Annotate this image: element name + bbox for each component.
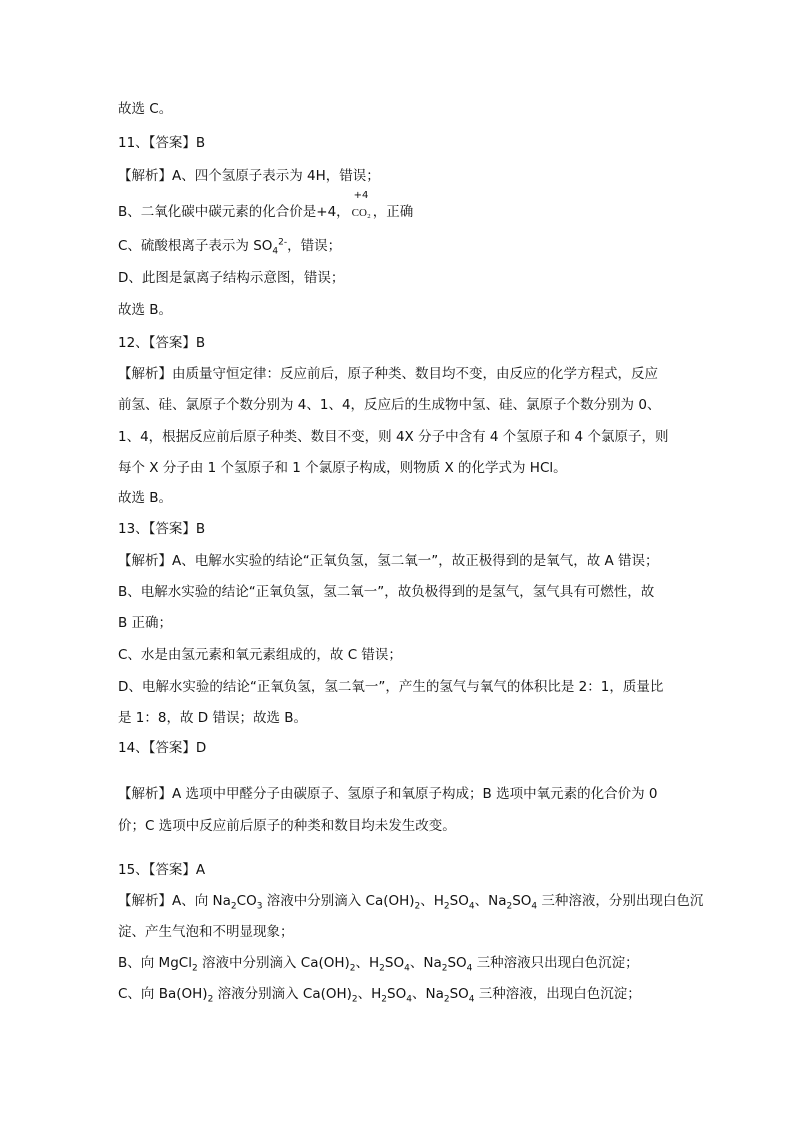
text-line: 前氢、硅、氯原子个数分别为 4、1、4，反应后的生成物中氢、硅、氯原子个数分别为 0、 <box>118 397 661 413</box>
text-segment: 三种溶液只出现白色沉淀； <box>472 955 639 971</box>
text-segment: SO <box>449 986 469 1002</box>
text-line <box>118 891 703 911</box>
answer-heading-11: 11、【答案】B <box>118 135 206 151</box>
text-line: 故选 C。 <box>118 101 173 117</box>
subscript: 2 <box>207 994 214 1005</box>
text-line: 【解析】由质量守恒定律：反应前后，原子种类、数目均不变，由反应的化学方程式，反应 <box>118 366 658 382</box>
text-line: B、电解水实验的结论“正氧负氢，氢二氧一”，故负极得到的是氢气，氢气具有可燃性，故 <box>118 584 655 600</box>
text-segment: 、H <box>420 893 444 909</box>
text-segment: SO <box>384 955 405 971</box>
text-segment: 、H <box>357 986 382 1002</box>
text-segment: 【解析】A、向 Na <box>118 893 231 909</box>
subscript: 2 <box>506 901 513 912</box>
text-segment: 、H <box>355 955 380 971</box>
text-line <box>118 984 641 1004</box>
text-line: 是 1：8，故 D 错误；故选 B。 <box>118 710 307 726</box>
subscript: 2 <box>230 901 237 912</box>
subscript: 4 <box>466 963 473 974</box>
subscript: 2 <box>379 963 385 974</box>
subscript: 2 <box>441 963 448 974</box>
text-segment: SO <box>512 893 532 909</box>
subscript: 2 <box>351 994 358 1005</box>
text-line: 淀、产生气泡和不明显现象； <box>118 924 294 940</box>
subscript: 4 <box>406 994 412 1005</box>
superscript: 2- <box>278 237 288 248</box>
text-line: 价；C 选项中反应前后原子的种类和数目均未发生改变。 <box>118 818 456 834</box>
text-segment: CO <box>236 893 257 909</box>
subscript: 2 <box>443 901 450 912</box>
valence-label: +4 <box>353 190 369 201</box>
text-segment: 三种溶液，出现白色沉淀； <box>474 986 641 1002</box>
text-segment: 溶液中分别滴入 Ca(OH) <box>262 893 415 909</box>
text-segment: B、向 MgCl <box>118 955 192 971</box>
text-segment: 三种溶液，分别出现白色沉 <box>537 893 704 909</box>
valence-formula <box>351 190 371 223</box>
subscript: 2 <box>191 963 198 974</box>
text-segment: SO <box>387 986 407 1002</box>
text-line: 【解析】A、电解水实验的结论“正氧负氢，氢二氧一”，故正极得到的是氧气，故 A 错误； <box>118 553 659 569</box>
subscript: 2 <box>349 963 356 974</box>
subscript: 2 <box>414 901 421 912</box>
text-segment: 、Na <box>411 986 444 1002</box>
text-line <box>118 190 414 223</box>
text-line: C、水是由氢元素和氧元素组成的，故 C 错误； <box>118 647 402 663</box>
subscript: 4 <box>272 246 279 257</box>
answer-heading-13: 13、【答案】B <box>118 521 206 537</box>
text-segment: SO <box>447 955 467 971</box>
text-line: 故选 B。 <box>118 490 173 506</box>
answer-heading-12: 12、【答案】B <box>118 335 206 351</box>
subscript: 3 <box>256 901 263 912</box>
text-line <box>118 953 639 973</box>
text-line: 每个 X 分子由 1 个氢原子和 1 个氯原子构成，则物质 X 的化学式为 HCl。 <box>118 460 567 476</box>
subscript: 4 <box>404 963 410 974</box>
text-segment: ，正确 <box>372 204 414 220</box>
text-line: 故选 B。 <box>118 302 173 318</box>
subscript: 2 <box>443 994 450 1005</box>
subscript: 4 <box>531 901 538 912</box>
text-segment: C、硫酸根离子表示为 SO <box>118 238 273 254</box>
text-line: D、电解水实验的结论“正氧负氢，氢二氧一”，产生的氢气与氧气的体积比是 2：1，质量比 <box>118 679 664 695</box>
subscript: 4 <box>468 994 475 1005</box>
text-line: 【解析】A、四个氢原子表示为 4H，错误； <box>118 168 380 184</box>
text-segment: 溶液中分别滴入 Ca(OH) <box>197 955 350 971</box>
formula-text: CO₂ <box>351 207 371 219</box>
text-line <box>118 236 341 256</box>
subscript: 4 <box>468 901 475 912</box>
subscript: 2 <box>381 994 388 1005</box>
answer-heading-14: 14、【答案】D <box>118 740 207 756</box>
text-segment: ，错误； <box>287 238 342 254</box>
text-line: 【解析】A 选项中甲醛分子由碳原子、氢原子和氧原子构成；B 选项中氧元素的化合价为 0 <box>118 786 658 802</box>
text-segment: 、Na <box>474 893 507 909</box>
text-line: B 正确； <box>118 615 173 631</box>
text-segment: SO <box>449 893 469 909</box>
text-segment: 、Na <box>409 955 442 971</box>
text-segment: C、向 Ba(OH) <box>118 986 208 1002</box>
text-segment: 溶液分别滴入 Ca(OH) <box>213 986 352 1002</box>
text-line: D、此图是氯离子结构示意图，错误； <box>118 270 345 286</box>
text-line: 1、4，根据反应前后原子种类、数目不变，则 4X 分子中含有 4 个氢原子和 4 个氯原子，则 <box>118 429 669 445</box>
text-segment: B、二氧化碳中碳元素的化合价是+4， <box>118 204 350 220</box>
answer-heading-15: 15、【答案】A <box>118 862 206 878</box>
